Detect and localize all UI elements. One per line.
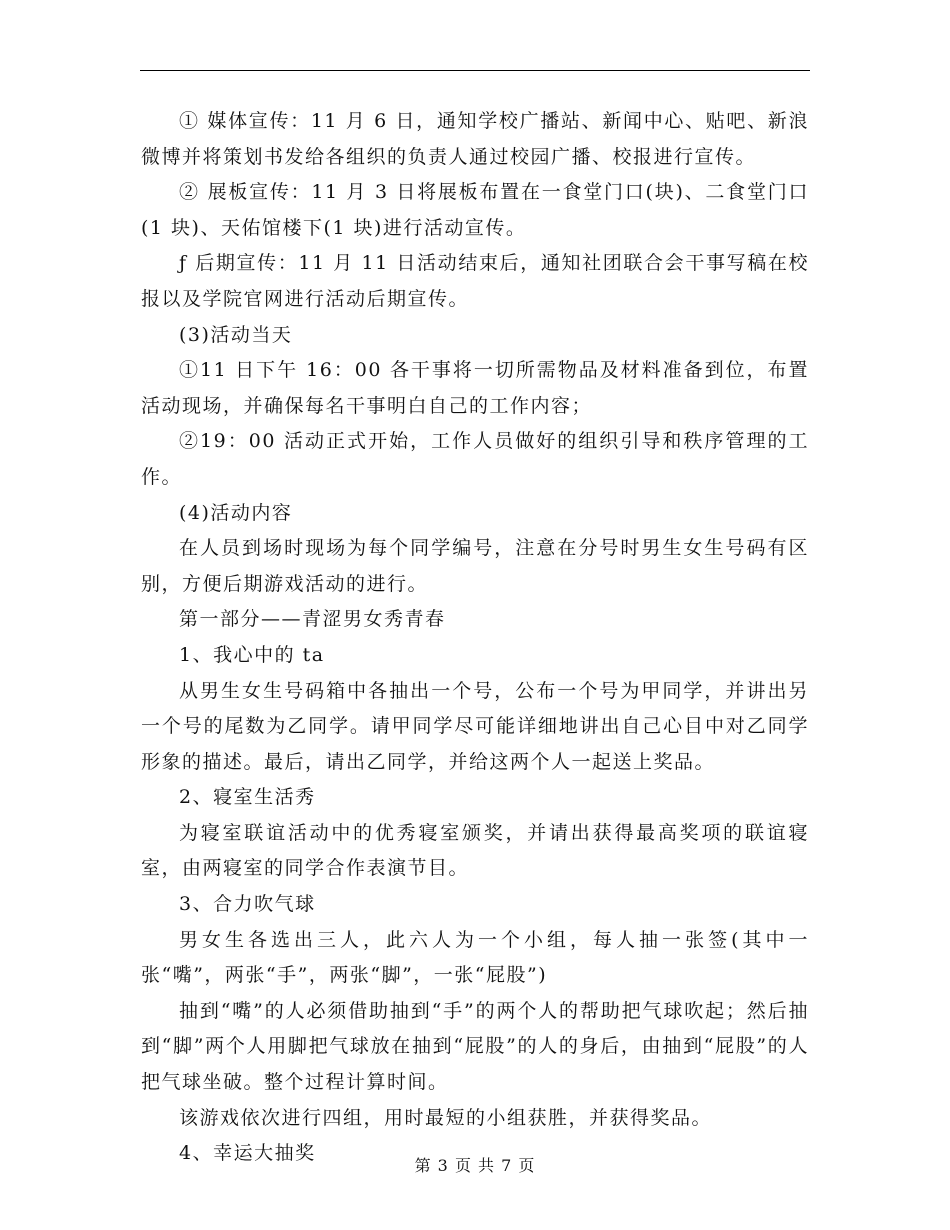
paragraph: ②19：00 活动正式开始，工作人员做好的组织引导和秩序管理的工作。 [141, 430, 809, 488]
paragraph: ② 展板宣传：11 月 3 日将展板布置在一食堂门口(块)、二食堂门口(1 块)、天佑馆楼下(1 块)进行活动宣传。 [141, 181, 809, 239]
header-rule [140, 70, 810, 71]
section-heading: (4)活动内容 [179, 501, 293, 524]
paragraph: ①11 日下午 16：00 各干事将一切所需物品及材料准备到位，布置活动现场，并确保每名干事明白自己的工作内容； [141, 359, 809, 417]
paragraph: ƒ 后期宣传：11 月 11 日活动结束后，通知社团联合会干事写稿在校报以及学院官网进行活动后期宣传。 [141, 252, 809, 310]
paragraph: 男女生各选出三人，此六人为一个小组，每人抽一张签(其中一张“嘴”，两张“手”，两张“脚”，一张“屁股”) [141, 928, 809, 987]
paragraph: 从男生女生号码箱中各抽出一个号，公布一个号为甲同学，并讲出另一个号的尾数为乙同学。请甲同学尽可能详细地讲出自己心目中对乙同学形象的描述。最后，请出乙同学，并给这两个人一起送上奖品。 [141, 679, 809, 773]
item-heading: 4、幸运大抽奖 [179, 1142, 316, 1165]
paragraph: ① 媒体宣传：11 月 6 日，通知学校广播站、新闻中心、贴吧、新浪微博并将策划书发给各组织的负责人通过校园广播、校报进行宣传。 [141, 110, 809, 168]
part-heading: 第一部分——青涩男女秀青春 [179, 608, 446, 631]
item-heading: 3、合力吹气球 [179, 893, 316, 916]
paragraph: 为寝室联谊活动中的优秀寝室颁奖，并请出获得最高奖项的联谊寝室，由两寝室的同学合作表演节目。 [141, 821, 809, 880]
paragraph: 抽到“嘴”的人必须借助抽到“手”的两个人的帮助把气球吹起；然后抽到“脚”两个人用脚把气球放在抽到“屁股”的人的身后，由抽到“屁股”的人把气球坐破。整个过程计算时间。 [141, 999, 809, 1094]
paragraph: 该游戏依次进行四组，用时最短的小组获胜，并获得奖品。 [179, 1106, 713, 1129]
section-heading: (3)活动当天 [179, 323, 293, 346]
paragraph: 在人员到场时现场为每个同学编号，注意在分号时男生女生号码有区别，方便后期游戏活动的进行。 [141, 537, 809, 595]
item-heading: 1、我心中的 ta [179, 643, 325, 666]
document-body [141, 104, 809, 1172]
page-footer: 第 3 页 共 7 页 [414, 1156, 536, 1175]
item-heading: 2、寝室生活秀 [179, 786, 316, 809]
